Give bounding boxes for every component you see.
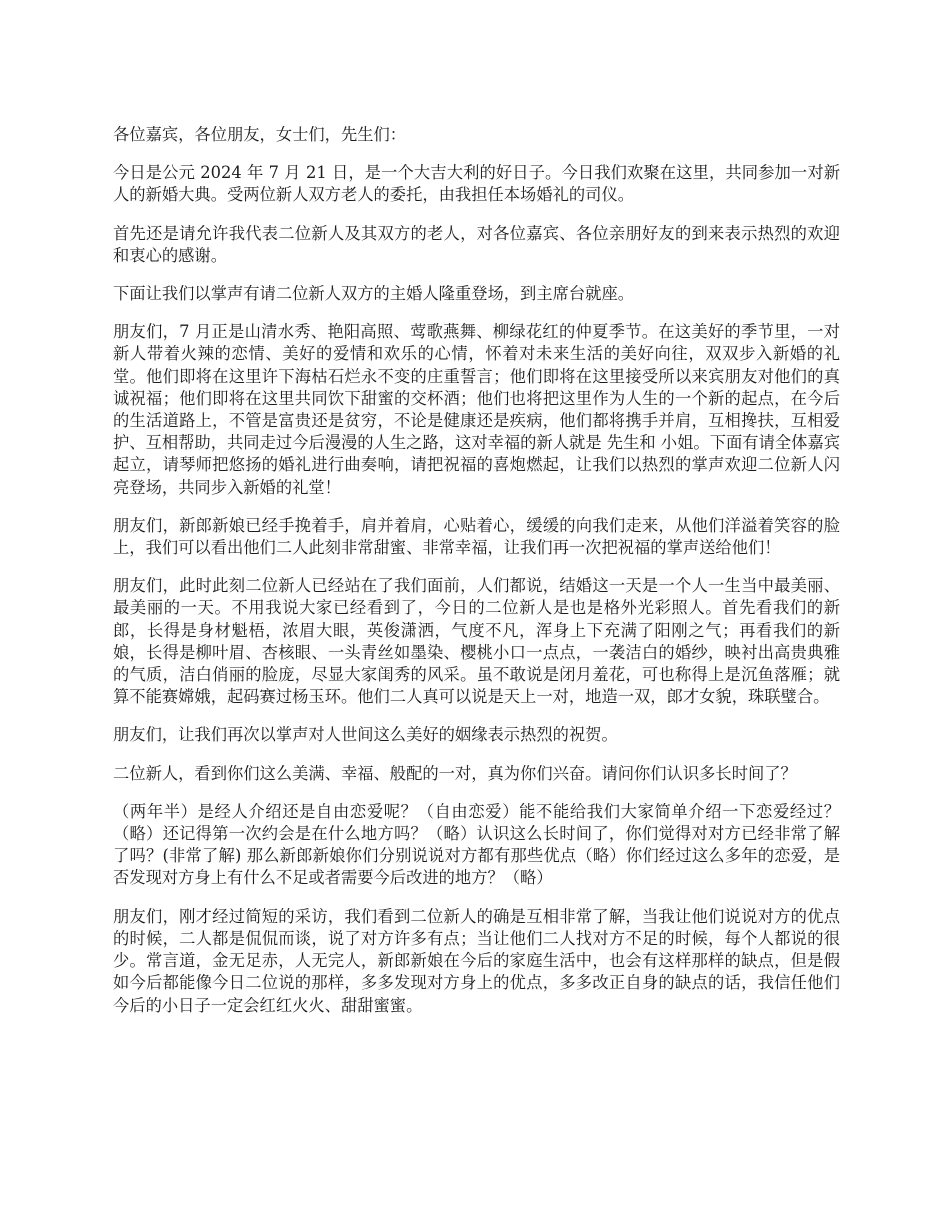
paragraph-describe-couple: 朋友们，此时此刻二位新人已经站在了我们面前，人们都说，结婚这一天是一个人一生当中最美丽、最美丽的一天。不用我说大家已经看到了，今日的二位新人是也是格外光彩照人。首先看我们的新郎，长得是身材魁梧，浓眉大眼，英俊潇洒，气度不凡，浑身上下充满了阳刚之气；再看我们的新娘，长得是柳叶眉、杏核眼、一头青丝如墨染、樱桃小口一点点，一袭洁白的婚纱，映衬出高贵典雅的气质，洁白俏丽的脸庞，尽显大家闺秀的风采。虽不敢说是闭月羞花，可也称得上是沉鱼落雁；就算不能赛嫦娥，起码赛过杨玉环。他们二人真可以说是天上一对，地造一双，郎才女貌，珠联璧合。 <box>113 576 840 707</box>
paragraph-thanks: 首先还是请允许我代表二位新人及其双方的老人，对各位嘉宾、各位亲朋好友的到来表示热烈的欢迎和衷心的感谢。 <box>113 223 840 265</box>
paragraph-date-intro: 今日是公元 2024 年 7 月 21 日，是一个大吉大利的好日子。今日我们欢聚在这里，共同参加一对新人的新婚大典。受两位新人双方老人的委托，由我担任本场婚礼的司仪。 <box>113 163 840 205</box>
paragraph-question: 二位新人，看到你们这么美满、幸福、般配的一对，真为你们兴奋。请问你们认识多长时间了？ <box>113 763 797 783</box>
paragraph-greeting: 各位嘉宾，各位朋友，女士们，先生们： <box>113 125 407 144</box>
paragraph-interview: （两年半）是经人介绍还是自由恋爱呢？（自由恋爱）能不能给我们大家简单介绍一下恋爱经过？（略）还记得第一次约会是在什么地方吗？（略）认识这么长时间了，你们觉得对对方已经非常了解了吗？(非常了解) 那么新郎新娘你们分别说说对方都有那些优点（略）你们经过这么多年的恋爱，是否发现对方身上有什么不足或者需要今后改进的地方？（略） <box>113 801 840 888</box>
paragraph-season: 朋友们，7 月正是山清水秀、艳阳高照、莺歌燕舞、柳绿花红的仲夏季节。在这美好的季节里，一对新人带着火辣的恋情、美好的爱情和欢乐的心情，怀着对未来生活的美好向往，双双步入新婚的礼堂。他们即将在这里许下海枯石烂永不变的庄重誓言；他们即将在这里接受所以来宾朋友对他们的真诚祝福；他们即将在这里共同饮下甜蜜的交杯酒；他们也将把这里作为人生的一个新的起点，在今后的生活道路上，不管是富贵还是贫穷，不论是健康还是疾病，他们都将携手并肩，互相搀扶，互相爱护、互相帮助，共同走过今后漫漫的人生之路，这对幸福的新人就是 先生和 小姐。下面有请全体嘉宾起立，请琴师把悠扬的婚礼进行曲奏响，请把祝福的喜炮燃起，让我们以热烈的掌声欢迎二位新人闪亮登场，共同步入新婚的礼堂！ <box>113 322 840 497</box>
paragraph-conclusion: 朋友们，刚才经过简短的采访，我们看到二位新人的确是互相非常了解，当我让他们说说对方的优点的时候，二人都是侃侃而谈，说了对方许多有点；当让他们二人找对方不足的时候，每个人都说的很少。常言道，金无足赤，人无完人，新郎新娘在今后的家庭生活中，也会有这样那样的缺点，但是假如今后都能像今日二位说的那样，多多发现对方身上的优点，多多改正自身的缺点的话，我信任他们今后的小日子一定会红红火火、甜甜蜜蜜。 <box>113 906 840 1015</box>
paragraph-couple-walk: 朋友们，新郎新娘已经手挽着手，肩并着肩，心贴着心，缓缓的向我们走来，从他们洋溢着笑容的脸上，我们可以看出他们二人此刻非常甜蜜、非常幸福，让我们再一次把祝福的掌声送给他们！ <box>113 515 840 558</box>
paragraph-invite-hosts: 下面让我们以掌声有请二位新人双方的主婚人隆重登场，到主席台就座。 <box>113 284 635 304</box>
document-body <box>113 124 840 1033</box>
paragraph-applause: 朋友们，让我们再次以掌声对人世间这么美好的姻缘表示热烈的祝贺。 <box>113 725 618 745</box>
